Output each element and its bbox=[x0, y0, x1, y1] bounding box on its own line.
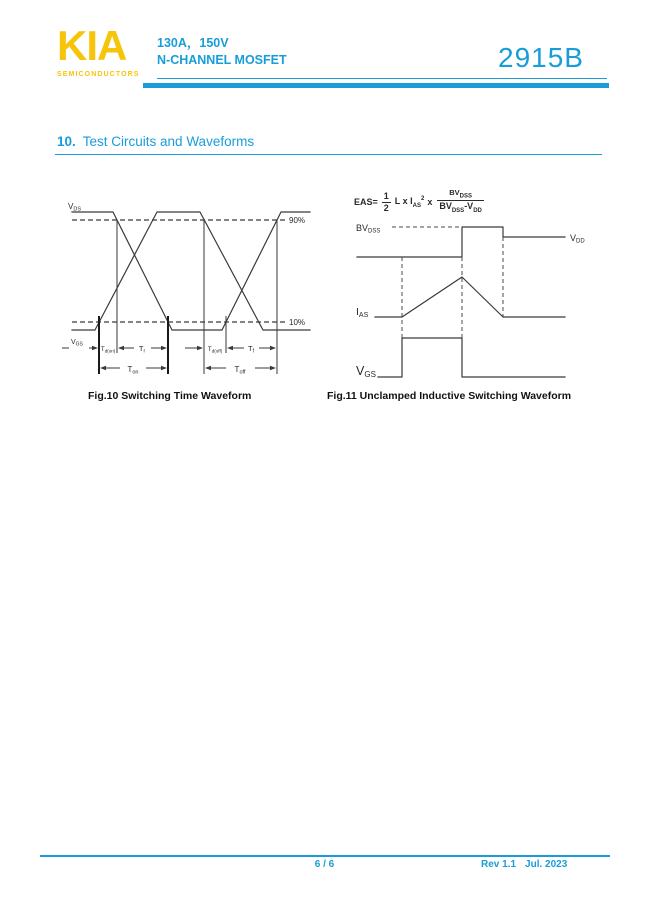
device-spec bbox=[157, 35, 287, 69]
section-title bbox=[57, 134, 254, 149]
drain-voltage-waveform bbox=[357, 227, 565, 257]
page-number: 6 / 6 bbox=[314, 859, 335, 870]
ton-label: Ton bbox=[127, 365, 139, 376]
section-number: 10. bbox=[57, 134, 76, 149]
tf-label: Tf bbox=[248, 344, 254, 355]
vgs-label-fig11: VGS bbox=[356, 364, 376, 379]
spec-line-current-voltage: 130A，150V bbox=[157, 36, 229, 50]
vgs-pulse-waveform bbox=[378, 338, 565, 377]
td-off-dimension bbox=[185, 346, 203, 351]
fig11-unclamped-inductive-waveform bbox=[330, 218, 620, 386]
vds-waveform bbox=[72, 212, 310, 330]
vds-label: VDS bbox=[68, 202, 81, 213]
section-title-text: Test Circuits and Waveforms bbox=[82, 134, 255, 149]
revision-info bbox=[481, 859, 567, 870]
vgs-waveform bbox=[72, 212, 310, 330]
section-rule bbox=[55, 154, 602, 155]
formula-lhs: EAS= bbox=[354, 197, 378, 208]
revision-date: Jul. 2023 bbox=[525, 859, 568, 870]
logo-text: KIA bbox=[57, 22, 127, 69]
eas-formula bbox=[354, 189, 488, 215]
logo-subtext: SEMICONDUCTORS bbox=[57, 71, 140, 78]
part-number: 2915B bbox=[498, 42, 584, 73]
footer-rule bbox=[40, 855, 610, 857]
revision-number: Rev 1.1 bbox=[481, 859, 517, 870]
kia-logo bbox=[57, 22, 167, 78]
vdd-label: VDD bbox=[570, 233, 585, 245]
header-rule-thin bbox=[157, 78, 607, 79]
header-rule-thick bbox=[143, 83, 609, 88]
td-off-label: $T_{d(off)}$ bbox=[207, 346, 223, 354]
dashed-reference-lines bbox=[402, 237, 503, 338]
ias-label: IAS bbox=[356, 306, 369, 319]
ten-percent-label: 10% bbox=[289, 318, 306, 327]
spec-line-device-type: N-CHANNEL MOSFET bbox=[157, 53, 287, 67]
formula-times: x bbox=[427, 197, 433, 208]
fig10-caption: Fig.10 Switching Time Waveform bbox=[88, 390, 252, 402]
ias-current-waveform bbox=[375, 277, 565, 317]
formula-term: L x $I_{AS}^2$ bbox=[394, 195, 425, 209]
vgs-label: VGS bbox=[71, 339, 83, 348]
bvdss-label: BVDSS bbox=[356, 223, 381, 235]
toff-label: Toff bbox=[234, 365, 246, 376]
fig11-caption: Fig.11 Unclamped Inductive Switching Waveform bbox=[327, 390, 572, 402]
ninety-percent-label: 90% bbox=[289, 216, 306, 225]
formula-fraction-half: $\frac{1}{2}$ bbox=[383, 191, 389, 213]
tr-label: Tr bbox=[138, 344, 146, 355]
formula-fraction-bvdss: $\frac{BV_{DSS}}{BV_{DSS}-V_{DD}}$ bbox=[439, 188, 482, 215]
fig10-switching-time-waveform bbox=[62, 196, 312, 384]
td-on-label: $T_{d(on)}$ bbox=[100, 346, 116, 354]
